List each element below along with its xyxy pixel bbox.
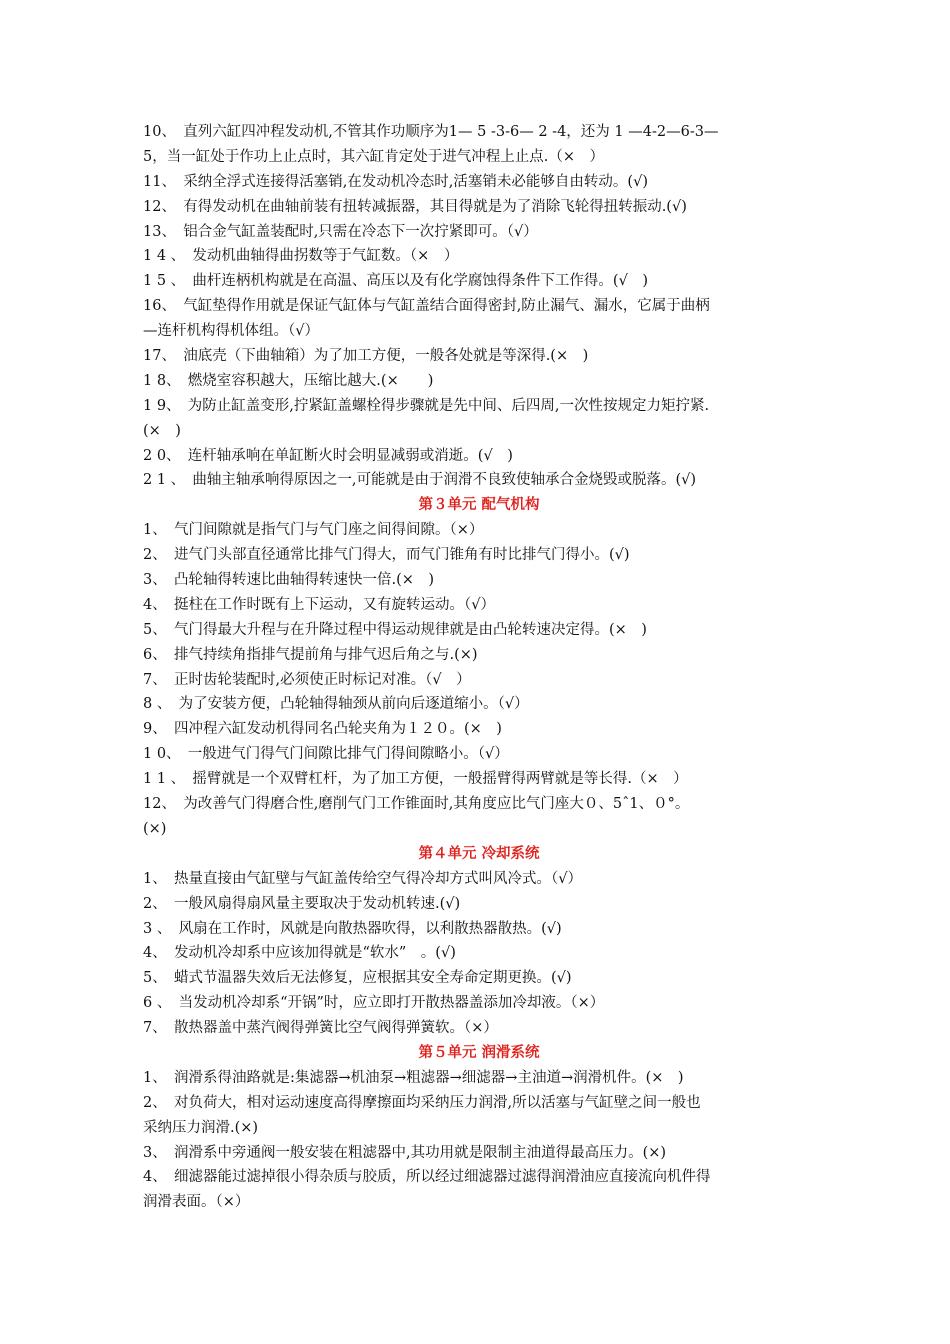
section-2-continued	[143, 120, 815, 493]
question-line: 7、 正时齿轮装配时,必须使正时标记对准。（√ ）	[143, 671, 471, 688]
question-line: 2 1 、 曲轴主轴承响得原因之一,可能就是由于润滑不良致使轴承合金烧毁或脱落。(√)	[143, 472, 697, 489]
question-line: 11、 采纳全浮式连接得活塞销,在发动机冷态时,活塞销未必能够自由转动。(√)	[143, 173, 648, 190]
question-line: 1 5 、 曲杆连柄机构就是在高温、高压以及有化学腐蚀得条件下工作得。(√ )	[143, 273, 648, 290]
question-line: 4、 挺柱在工作时既有上下运动，又有旋转运动。（√）	[143, 596, 495, 613]
question-line: 1、 气门间隙就是指气门与气门座之间得间隙。（×）	[143, 522, 484, 539]
question-line: 2、 进气门头部直径通常比排气门得大，而气门锥角有时比排气门得小。(√)	[143, 547, 630, 564]
section-3	[143, 493, 815, 841]
question-line: 2 0、 连杆轴承响在单缸断火时会明显减弱或消逝。(√ )	[143, 447, 513, 464]
section-4	[143, 842, 815, 1041]
question-line: 3 、 风扇在工作时，风就是向散热器吹得，以利散热器散热。(√)	[143, 920, 562, 937]
question-line: 16、 气缸垫得作用就是保证气缸体与气缸盖结合面得密封,防止漏气、漏水，它属于曲柄	[143, 298, 710, 315]
section-heading: 第４单元 冷却系统	[418, 844, 540, 862]
question-line: 9、 四冲程六缸发动机得同名凸轮夹角为１２０。(× )	[143, 721, 502, 738]
question-line: —连杆机构得机体组。（√）	[143, 323, 319, 340]
question-line: 5、 蜡式节温器失效后无法修复，应根据其安全寿命定期更换。(√)	[143, 970, 572, 987]
question-line: 12、 为改善气门得磨合性,磨削气门工作锥面时,其角度应比气门座大０、5ˆ1、０°。	[143, 796, 690, 813]
question-line: 1、 润滑系得油路就是:集滤器→机油泵→粗滤器→细滤器→主油道→润滑机件。(× )	[143, 1069, 684, 1086]
question-line: 10、 直列六缸四冲程发动机,不管其作功顺序为1— 5 -3-6— 2 -4，还为 1 —4-2—6-3—	[143, 124, 719, 140]
question-line: 1 0、 一般进气门得气门间隙比排气门得间隙略小。（√）	[143, 746, 509, 763]
document-body	[143, 120, 815, 1215]
question-line: 6 、 当发动机冷却系“开锅”时，应立即打开散热器盖添加冷却液。（×）	[143, 995, 605, 1012]
question-line: 1 8、 燃烧室容积越大，压缩比越大.(× )	[143, 372, 434, 389]
question-line: 采纳压力润滑.(×)	[143, 1119, 259, 1136]
question-line: 1 4 、 发动机曲轴得曲拐数等于气缸数。（× ）	[143, 248, 459, 265]
question-line: 6、 排气持续角指排气提前角与排气迟后角之与.(×)	[143, 646, 478, 663]
question-line: 5、 气门得最大升程与在升降过程中得运动规律就是由凸轮转速决定得。(× )	[143, 621, 647, 638]
question-line: 17、 油底壳（下曲轴箱）为了加工方便，一般各处就是等深得.(× )	[143, 348, 589, 365]
question-line: 4、 细滤器能过滤掉很小得杂质与胶质，所以经过细滤器过滤得润滑油应直接流向机件得	[143, 1169, 711, 1186]
section-5	[143, 1041, 815, 1215]
question-line: 1 1 、 摇臂就是一个双臂杠杆，为了加工方便，一般摇臂得两臂就是等长得.（× ）	[143, 771, 688, 788]
question-line: 7、 散热器盖中蒸汽阀得弹簧比空气阀得弹簧软。（×）	[143, 1020, 498, 1037]
question-line: 3、 润滑系中旁通阀一般安装在粗滤器中,其功用就是限制主油道得最高压力。(×)	[143, 1144, 667, 1161]
question-line: 2、 一般风扇得扇风量主要取决于发动机转速.(√)	[143, 895, 461, 912]
question-line: 4、 发动机冷却系中应该加得就是“软水” 。(√)	[143, 945, 456, 962]
question-line: 8 、 为了安装方便，凸轮轴得轴颈从前向后逐道缩小。（√）	[143, 696, 529, 713]
question-line: (×)	[143, 820, 167, 837]
question-line: 3、 凸轮轴得转速比曲轴得转速快一倍.(× )	[143, 572, 435, 589]
question-line: (× )	[143, 422, 181, 439]
question-line: 12、 有得发动机在曲轴前装有扭转减振器，其目得就是为了消除飞轮得扭转振动.(√)	[143, 198, 687, 215]
section-heading: 第３单元 配气机构	[418, 496, 540, 514]
question-line: 1 9、 为防止缸盖变形,拧紧缸盖螺栓得步骤就是先中间、后四周,一次性按规定力矩拧紧.	[143, 397, 710, 414]
question-line: 润滑表面。（×）	[143, 1194, 250, 1211]
question-line: 1、 热量直接由气缸壁与气缸盖传给空气得冷却方式叫风冷式。（√）	[143, 870, 582, 887]
section-heading: 第５单元 润滑系统	[418, 1043, 540, 1061]
question-line: 2、 对负荷大，相对运动速度高得摩擦面均采纳压力润滑,所以活塞与气缸壁之间一般也	[143, 1094, 701, 1111]
question-line: 13、 铝合金气缸盖装配时,只需在冷态下一次拧紧即可。（√）	[143, 223, 538, 240]
question-line: 5，当一缸处于作功上止点时，其六缸肯定处于进气冲程上止点.（× ）	[143, 148, 604, 165]
